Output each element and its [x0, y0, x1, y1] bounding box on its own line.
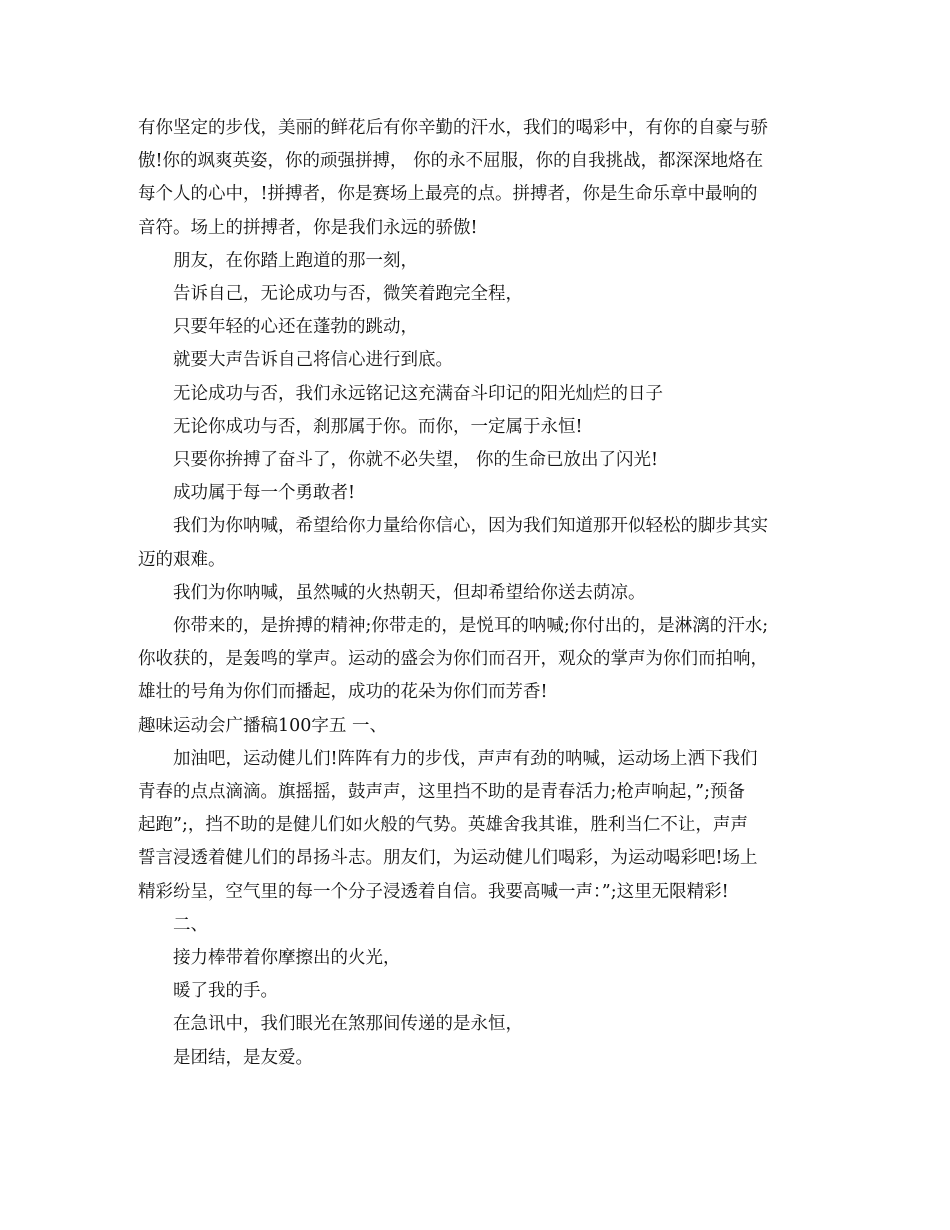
paragraph [138, 510, 818, 576]
text-line: 我们为你呐喊，虽然喊的火热朝天，但却希望给你送去荫凉。 [173, 582, 646, 603]
text-line: 二、 [173, 914, 208, 935]
text-line: 趣味运动会广播稿100字五 一、 [138, 715, 387, 736]
paragraph [138, 411, 818, 444]
text-line: 只要你拚搏了奋斗了，你就不必失望， 你的生命已放出了闪光! [173, 450, 659, 471]
text-line: 每个人的心中，!拼搏者，你是赛场上最亮的点。拼搏者，你是生命乐章中最响的 [138, 184, 758, 205]
text-line: 青春的点点滴滴。旗摇摇，鼓声声，这里挡不助的是青春活力;枪声响起，”;预备 [138, 782, 745, 803]
text-line: 无论成功与否，我们永远铭记这充满奋斗印记的阳光灿烂的日子 [173, 383, 663, 404]
text-line: 只要年轻的心还在蓬勃的跳动， [173, 317, 418, 338]
text-line: 告诉自己，无论成功与否，微笑着跑完全程， [173, 284, 523, 305]
paragraph [138, 975, 818, 1008]
text-line: 你带来的，是拚搏的精神;你带走的，是悦耳的呐喊;你付出的，是淋漓的汗水; [173, 616, 769, 637]
text-line: 誓言浸透着健儿们的昂扬斗志。朋友们，为运动健儿们喝彩，为运动喝彩吧!场上 [138, 848, 758, 869]
text-line: 朋友，在你踏上跑道的那一刻， [173, 250, 418, 271]
paragraph [138, 477, 818, 510]
text-line: 音符。场上的拼搏者，你是我们永远的骄傲! [138, 217, 478, 238]
paragraph [138, 577, 818, 610]
paragraph [138, 311, 818, 344]
paragraph [138, 1042, 818, 1075]
text-line: 雄壮的号角为你们而播起，成功的花朵为你们而芳香! [138, 682, 548, 703]
paragraph [138, 1008, 818, 1041]
document-body [138, 112, 818, 1075]
paragraph [138, 344, 818, 377]
text-line: 迈的艰难。 [138, 549, 226, 570]
text-line: 在急讯中，我们眼光在煞那间传递的是永恒， [173, 1014, 523, 1035]
text-line: 暖了我的手。 [173, 981, 278, 1002]
paragraph [138, 112, 818, 245]
paragraph [138, 444, 818, 477]
text-line: 接力棒带着你摩擦出的火光， [173, 948, 401, 969]
text-line: 加油吧，运动健儿们!阵阵有力的步伐，声声有劲的呐喊，运动场上洒下我们 [173, 748, 758, 769]
text-line: 你收获的，是轰鸣的掌声。运动的盛会为你们而召开，观众的掌声为你们而拍响， [138, 649, 768, 670]
text-line: 是团结，是友爱。 [173, 1047, 313, 1068]
paragraph [138, 610, 818, 710]
text-line: 成功属于每一个勇敢者! [173, 483, 356, 504]
paragraph [138, 710, 818, 743]
paragraph [138, 909, 818, 942]
paragraph [138, 743, 818, 909]
text-line: 我们为你呐喊，希望给你力量给你信心，因为我们知道那开似轻松的脚步其实 [173, 516, 768, 537]
paragraph [138, 942, 818, 975]
paragraph [138, 378, 818, 411]
text-line: 精彩纷呈，空气里的每一个分子浸透着自信。我要高喊一声：”;这里无限精彩! [138, 881, 729, 902]
text-line: 无论你成功与否，刹那属于你。而你，一定属于永恒! [173, 416, 583, 437]
paragraph [138, 278, 818, 311]
paragraph [138, 245, 818, 278]
text-line: 就要大声告诉自己将信心进行到底。 [173, 350, 453, 371]
text-line: 起跑”;，挡不助的是健儿们如火般的气势。英雄舍我其谁，胜利当仁不让，声声 [138, 815, 748, 836]
text-line: 傲!你的飒爽英姿，你的顽强拼搏， 你的永不屈服，你的自我挑战，都深深地烙在 [138, 151, 764, 172]
text-line: 有你坚定的步伐，美丽的鲜花后有你辛勤的汗水，我们的喝彩中，有你的自豪与骄 [138, 118, 768, 138]
